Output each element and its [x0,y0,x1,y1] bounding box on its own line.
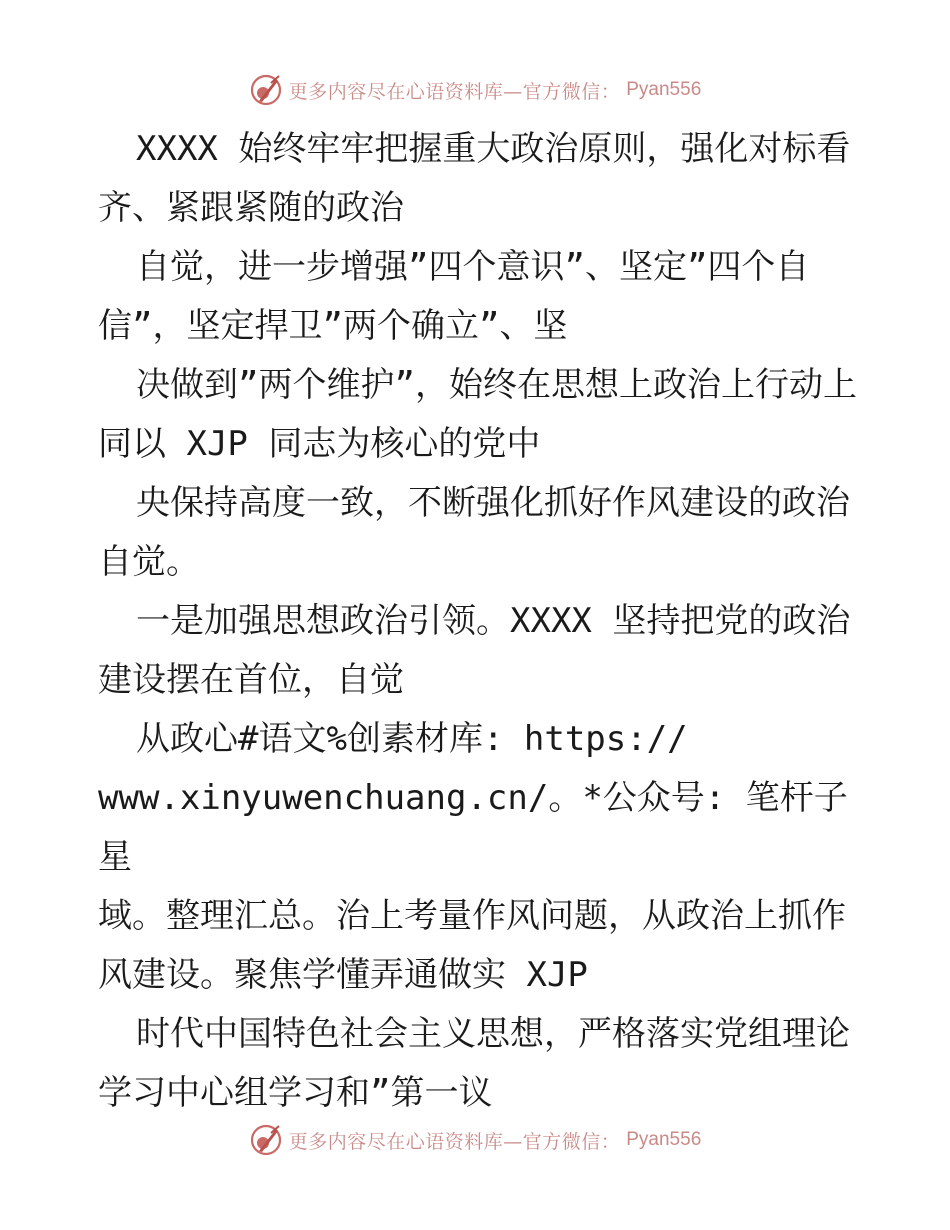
text-line: 上同以 XJP 同志为核心的党中 [98,365,857,464]
text-line: 从政心#语文%创素材库: https:// [136,719,688,759]
text-line: 建设摆在首位，自觉 [98,660,404,700]
header-banner-text: 更多内容尽在心语资料库—官方微信： [288,80,621,103]
text-line: 决做到”两个维护”，始终在思想上政治上行动 [136,365,823,405]
paragraph-3 [98,356,858,474]
quill-pen-logo-icon [249,1123,283,1157]
paragraph-1 [98,120,858,238]
paragraph-5 [98,592,858,710]
text-line: 齐、紧跟紧随的政治 [98,188,404,228]
text-line: 域。整理汇总。治上考量作风问题，从政治上抓作 [98,896,846,936]
footer-banner-id: Pyan556 [626,1129,702,1150]
text-line: 学习中心组学习和”第一议 [98,1073,493,1113]
text-line: 信”，坚定捍卫”两个确立”、坚 [98,306,568,346]
document-body [98,120,858,1123]
text-line: 自觉，进一步增强”四个意识”、坚定”四个自 [136,247,810,287]
paragraph-7 [98,1005,858,1123]
footer-banner-text: 更多内容尽在心语资料库—官方微信： [288,1130,621,1153]
text-line: 一是加强思想政治引领。XXXX 坚持把党的政治 [136,601,851,641]
header-watermark-banner [0,70,950,110]
text-line: XXXX 始终牢牢把握重大政治原则，强化对标看 [136,129,851,169]
text-line: 时代中国特色社会主义思想，严格落实党组理论 [136,1014,850,1054]
text-line: 风建设。聚焦学懂弄通做实 XJP [98,955,588,995]
footer-watermark-banner [0,1120,950,1160]
text-line: 央保持高度一致，不断强化抓好作风建设的政治 [136,483,850,523]
text-line: www.xinyuwenchuang.cn/。*公众号: 笔杆子星 [98,778,848,877]
header-banner-id: Pyan556 [626,79,702,100]
quill-pen-logo-icon [249,73,283,107]
paragraph-4 [98,474,858,592]
paragraph-2 [98,238,858,356]
text-line: 自觉。 [98,542,200,582]
paragraph-6 [98,710,858,1005]
